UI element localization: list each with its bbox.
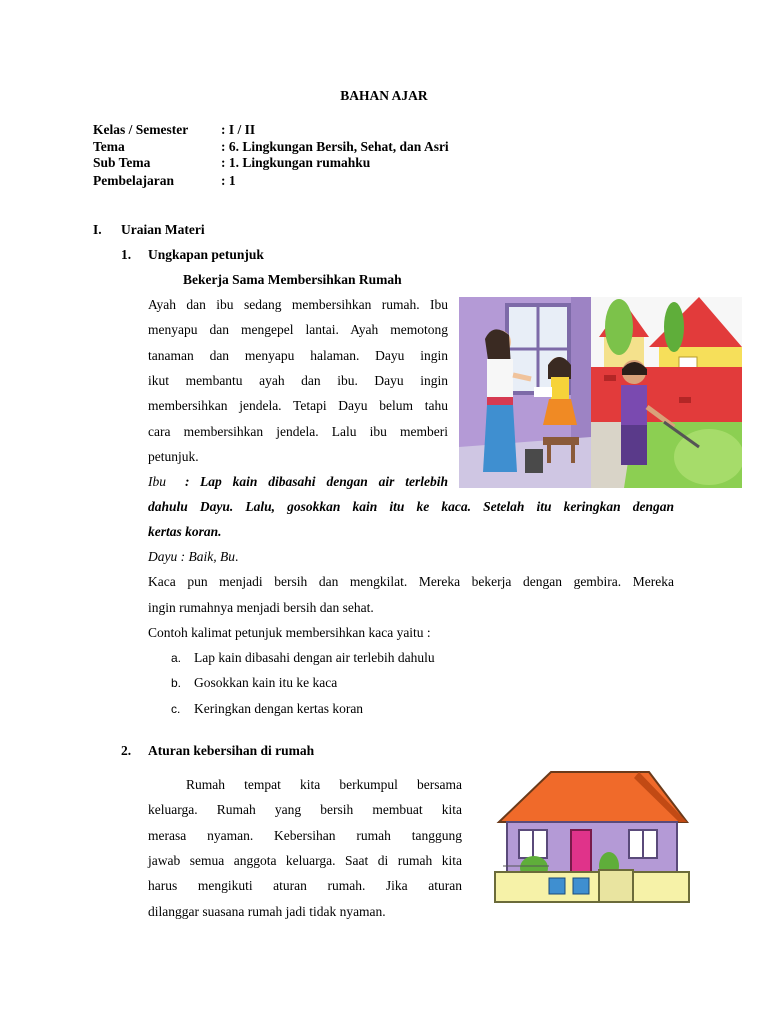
story-line: membersihkan jendela. Tetapi Dayu belum tahu — [148, 398, 448, 413]
paragraph-line: keluarga. Rumah yang bersih membuat kita — [148, 802, 462, 817]
paragraph-line: ingin rumahnya menjadi bersih dan sehat. — [148, 600, 374, 615]
paragraph-line: Kaca pun menjadi bersih dan mengkilat. Mereka bekerja dengan gembira. Mereka — [148, 574, 674, 589]
dialog-ibu-line: dahulu Dayu. Lalu, gosokkan kain itu ke kaca. Setelah itu keringkan dengan — [148, 499, 674, 514]
subsection-title: Ungkapan petunjuk — [148, 247, 264, 262]
family-cleaning-illustration — [459, 297, 742, 488]
dialog-ibu-line: kertas koran. — [148, 524, 222, 539]
subsection-number: 2. — [121, 743, 132, 758]
dialog-dayu — [148, 549, 238, 565]
meta-value: : 1. Lingkungan rumahku — [221, 155, 371, 170]
paragraph-line: jawab semua anggota keluarga. Saat di rumah kita — [148, 853, 462, 868]
story-line: tanaman dan menyapu halaman. Dayu ingin — [148, 348, 448, 363]
section-number: I. — [93, 222, 102, 237]
section-title: Uraian Materi — [121, 222, 205, 237]
paragraph-line: harus mengikuti aturan rumah. Jika aturan — [148, 878, 462, 893]
page-title: BAHAN AJAR — [340, 88, 428, 103]
paragraph-line: dilanggar suasana rumah jadi tidak nyaman. — [148, 904, 386, 919]
dialog-speaker-dayu: Dayu : — [148, 549, 186, 564]
story-line: Ayah dan ibu sedang membersihkan rumah. Ibu — [148, 297, 448, 312]
subsection-number: 1. — [121, 247, 132, 262]
story-line: petunjuk. — [148, 449, 199, 464]
house-illustration — [489, 760, 725, 910]
meta-label: Pembelajaran — [93, 173, 174, 188]
story-line: menyapu dan mengepel lantai. Ayah memotong — [148, 322, 448, 337]
meta-value: : 6. Lingkungan Bersih, Sehat, dan Asri — [221, 139, 449, 154]
dialog-dayu-period: . — [235, 549, 239, 564]
dialog-colon: : — [185, 474, 190, 489]
list-marker: b. — [171, 676, 182, 690]
meta-value: : 1 — [221, 173, 236, 188]
subsection-title: Aturan kebersihan di rumah — [148, 743, 315, 758]
list-item: Lap kain dibasahi dengan air terlebih dahulu — [194, 650, 435, 665]
dialog-speaker-ibu: Ibu — [148, 474, 166, 489]
meta-label: Sub Tema — [93, 155, 151, 170]
list-item: Gosokkan kain itu ke kaca — [194, 675, 338, 690]
dialog-dayu-text: Baik, Bu — [188, 549, 235, 564]
list-marker: c. — [171, 702, 181, 716]
paragraph-line: Rumah tempat kita berkumpul bersama — [186, 777, 462, 792]
paragraph-line: merasa nyaman. Kebersihan rumah tanggung — [148, 828, 462, 843]
dialog-ibu-line: Lap kain dibasahi dengan air terlebih — [200, 474, 448, 489]
meta-label: Kelas / Semester — [93, 122, 189, 137]
list-item: Keringkan dengan kertas koran — [194, 701, 364, 716]
story-line: ikut membantu ayah dan ibu. Dayu ingin — [148, 373, 448, 388]
list-marker: a. — [171, 651, 182, 665]
story-title: Bekerja Sama Membersihkan Rumah — [183, 272, 402, 287]
meta-label: Tema — [93, 139, 125, 154]
story-line: cara membersihkan jendela. Lalu ibu memberi — [148, 424, 448, 439]
example-intro: Contoh kalimat petunjuk membersihkan kaca yaitu : — [148, 625, 431, 640]
meta-value: : I / II — [221, 122, 256, 137]
